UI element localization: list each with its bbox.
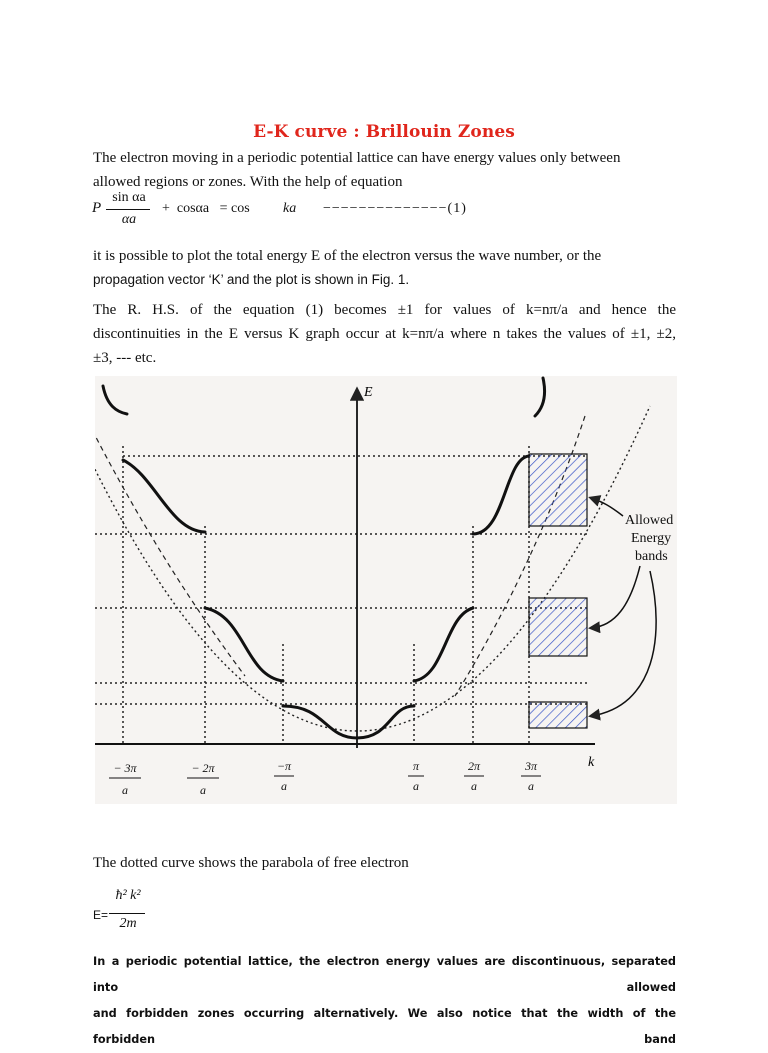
eq1-middle: + cosαa = cos	[162, 201, 250, 216]
allowed-band-rect-2	[529, 598, 587, 656]
equation-1	[90, 192, 690, 232]
band-curve-left-top	[123, 460, 205, 532]
x-label-negpi-num: −π	[276, 759, 292, 773]
para3-line-2: discontinuities in the E versus K graph occur at k=nπ/a where n takes the values of ±1, ±2,	[93, 326, 676, 342]
eq1-p: P	[92, 200, 102, 216]
band-curve-right-top	[473, 456, 529, 534]
x-label-2pi-num: 2π	[467, 759, 481, 773]
annotation-energy: Energy	[631, 531, 672, 546]
band-curve-right-mid	[414, 608, 473, 681]
intro-line-1: The electron moving in a periodic potential lattice can have energy values only between	[93, 150, 621, 166]
annotation-arrow-1	[591, 498, 623, 516]
para2-line-2: propagation vector ‘K’ and the plot is shown in Fig. 1.	[93, 272, 410, 287]
k-axis-label: k	[588, 755, 595, 770]
eq2-denominator: 2m	[119, 916, 137, 931]
para3-line-1: The R. H.S. of the equation (1) becomes ±1 for values of k=nπ/a and hence the	[93, 302, 676, 318]
band-curve-left-mid	[205, 608, 283, 681]
page-title: E-K curve : Brillouin Zones	[253, 122, 515, 142]
para5-line-1: In a periodic potential lattice, the electron energy values are discontinuous, separated into allowed	[93, 955, 676, 994]
paragraph-5	[93, 949, 676, 1053]
x-label-3pi-num: 3π	[524, 759, 538, 773]
band-curve-center	[283, 706, 414, 738]
x-label-pi-den: a	[413, 779, 419, 793]
annotation-allowed: Allowed	[625, 513, 674, 528]
eq1-ka: ka	[283, 201, 297, 216]
eq1-numerator: sin αa	[112, 190, 146, 205]
x-label-neg2pi-num: − 2π	[191, 761, 215, 775]
x-label-pi-num: π	[412, 759, 420, 773]
x-label-negpi-den: a	[281, 779, 287, 793]
ek-diagram	[95, 376, 677, 804]
eq1-fraction-bar	[106, 209, 150, 210]
eq1-tail: −−−−−−−−−−−−−−(1)	[323, 201, 467, 216]
para5-line-2: and forbidden zones occurring alternatively. We also notice that the width of the forbidden band	[93, 1007, 676, 1046]
eq2-fraction-bar	[109, 913, 145, 914]
para2-line-1: it is possible to plot the total energy E of the electron versus the wave number, or the	[93, 248, 602, 264]
band-curve-top-left-stub	[103, 386, 127, 414]
intro-paragraph	[93, 146, 676, 194]
x-label-neg3pi-num: − 3π	[113, 761, 137, 775]
annotation-arrow-3	[591, 571, 656, 716]
eq2-prefix: E=	[93, 908, 109, 922]
edge-dashed-curve-left	[95, 406, 245, 676]
x-label-neg2pi-den: a	[200, 783, 206, 797]
annotation-arrow-2	[591, 566, 640, 628]
paragraph-3	[93, 298, 676, 370]
x-label-neg3pi-den: a	[122, 783, 128, 797]
eq1-denominator: αa	[121, 212, 137, 227]
ek-curve-figure	[95, 376, 677, 804]
x-label-2pi-den: a	[471, 779, 477, 793]
paragraph-2	[93, 244, 676, 292]
intro-line-2: allowed regions or zones. With the help of equation	[93, 174, 403, 190]
paragraph-4: The dotted curve shows the parabola of free electron	[93, 855, 409, 871]
allowed-band-rect-1	[529, 454, 587, 526]
para3-line-3: ±3, --- etc.	[93, 350, 157, 366]
annotation-bands: bands	[635, 549, 668, 564]
band-curve-top-right-stub	[535, 378, 545, 416]
e-axis-label: E	[364, 385, 373, 400]
eq2-numerator: ħ² k²	[115, 888, 141, 903]
allowed-band-rect-3	[529, 702, 587, 728]
x-label-3pi-den: a	[528, 779, 534, 793]
